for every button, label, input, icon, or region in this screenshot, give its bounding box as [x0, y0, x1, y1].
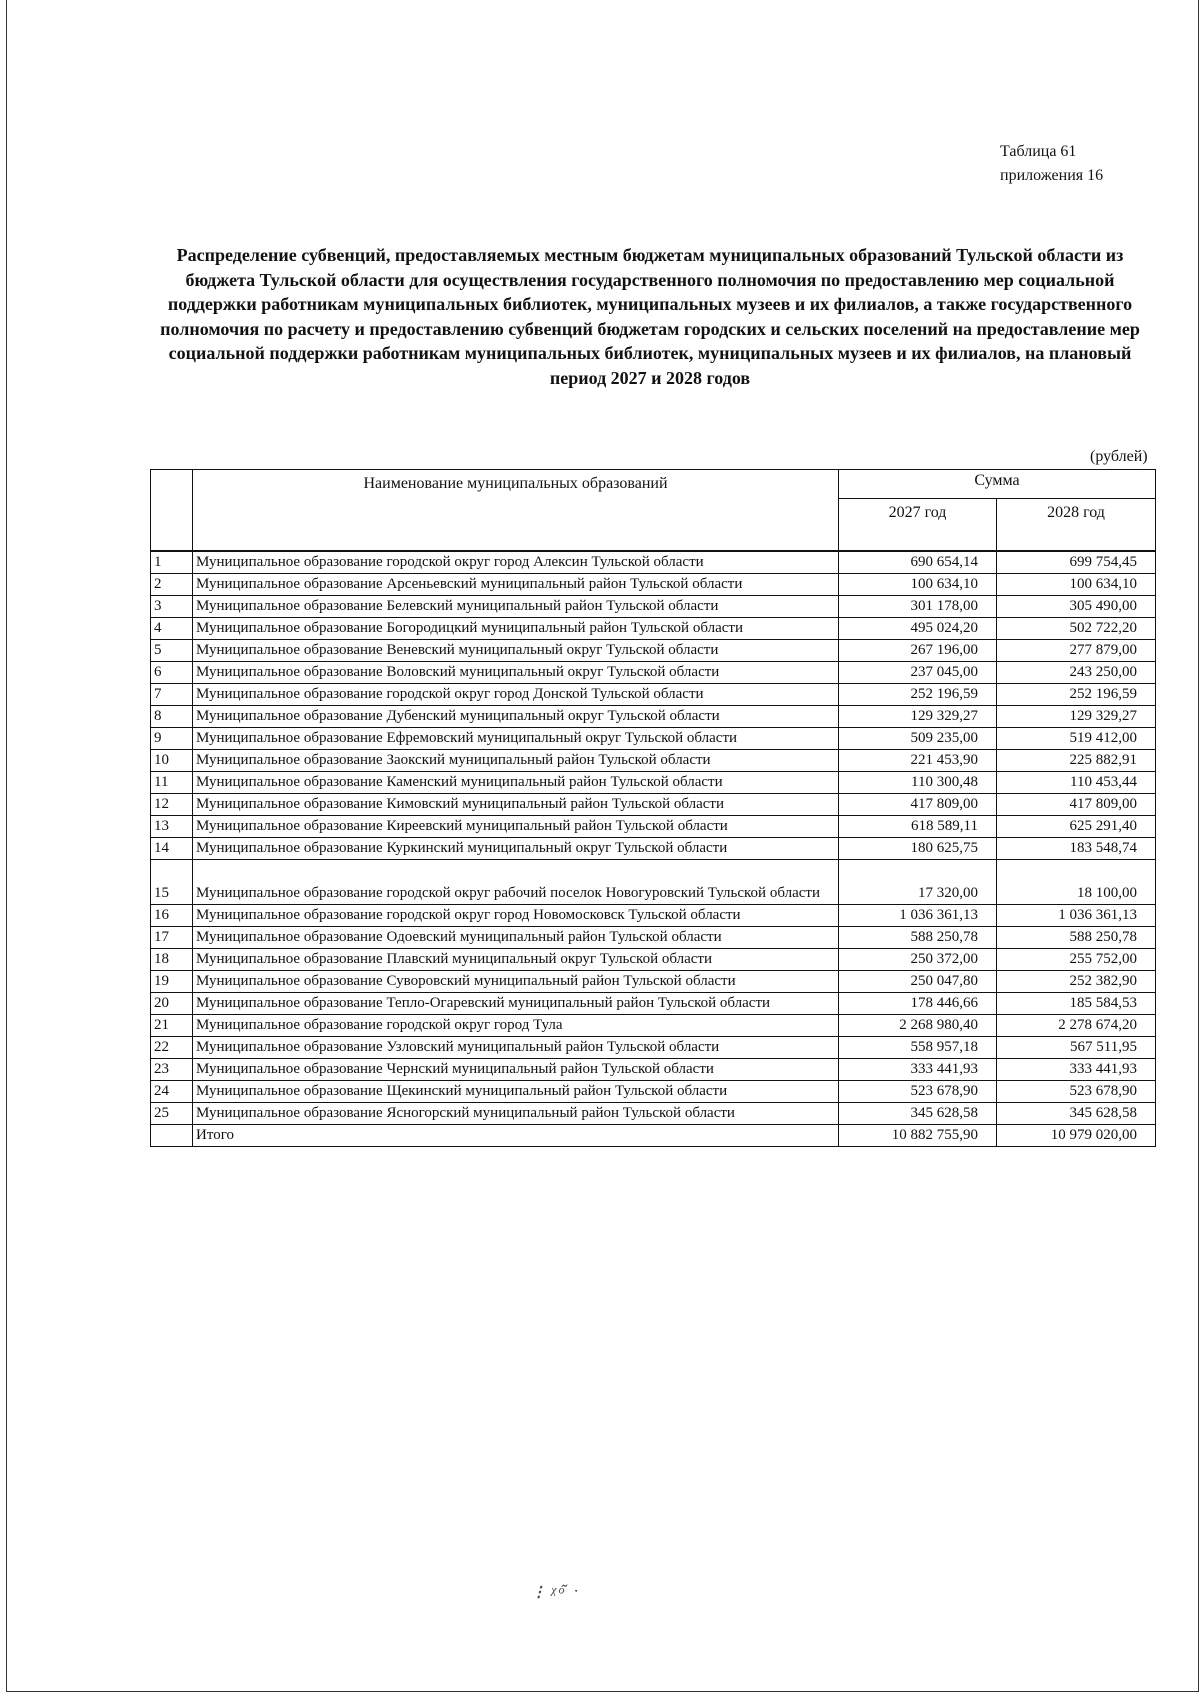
amount-2028: 2 278 674,20 — [997, 1015, 1156, 1037]
amount-2027: 558 957,18 — [839, 1037, 997, 1059]
table-row — [151, 794, 1156, 816]
row-number: 22 — [151, 1037, 193, 1059]
row-number: 12 — [151, 794, 193, 816]
header-2028: 2028 год — [997, 498, 1156, 551]
amount-2027: 221 453,90 — [839, 750, 997, 772]
row-number: 17 — [151, 927, 193, 949]
row-number: 25 — [151, 1103, 193, 1125]
table-row — [151, 838, 1156, 860]
table-row — [151, 728, 1156, 750]
total-row — [151, 1125, 1156, 1147]
appendix-label: приложения 16 — [1000, 167, 1104, 184]
amount-2028: 588 250,78 — [997, 927, 1156, 949]
total-2027: 10 882 755,90 — [839, 1125, 997, 1147]
total-2028: 10 979 020,00 — [997, 1125, 1156, 1147]
municipality-name: Муниципальное образование городской округ рабочий поселок Новогуровский Тульской области — [193, 860, 839, 905]
amount-2027: 250 047,80 — [839, 971, 997, 993]
row-number: 9 — [151, 728, 193, 750]
amount-2028: 183 548,74 — [997, 838, 1156, 860]
municipality-name: Муниципальное образование Кимовский муниципальный район Тульской области — [193, 794, 839, 816]
table-row — [151, 684, 1156, 706]
amount-2027: 17 320,00 — [839, 860, 997, 905]
table-row — [151, 949, 1156, 971]
amount-2027: 588 250,78 — [839, 927, 997, 949]
amount-2027: 252 196,59 — [839, 684, 997, 706]
municipality-name: Муниципальное образование Ефремовский муниципальный округ Тульской области — [193, 728, 839, 750]
amount-2028: 252 196,59 — [997, 684, 1156, 706]
municipality-name: Муниципальное образование Каменский муниципальный район Тульской области — [193, 772, 839, 794]
amount-2028: 185 584,53 — [997, 993, 1156, 1015]
row-number: 3 — [151, 596, 193, 618]
amount-2027: 2 268 980,40 — [839, 1015, 997, 1037]
amount-2028: 110 453,44 — [997, 772, 1156, 794]
municipality-name: Муниципальное образование Белевский муниципальный район Тульской области — [193, 596, 839, 618]
amount-2028: 252 382,90 — [997, 971, 1156, 993]
header-name: Наименование муниципальных образований — [193, 470, 839, 552]
row-number: 16 — [151, 905, 193, 927]
amount-2028: 100 634,10 — [997, 574, 1156, 596]
amount-2028: 333 441,93 — [997, 1059, 1156, 1081]
row-number: 19 — [151, 971, 193, 993]
row-number: 7 — [151, 684, 193, 706]
row-number: 6 — [151, 662, 193, 684]
table-row — [151, 772, 1156, 794]
table-row — [151, 1015, 1156, 1037]
amount-2028: 502 722,20 — [997, 618, 1156, 640]
table-row — [151, 618, 1156, 640]
amount-2027: 180 625,75 — [839, 838, 997, 860]
amount-2027: 417 809,00 — [839, 794, 997, 816]
amount-2028: 567 511,95 — [997, 1037, 1156, 1059]
amount-2028: 129 329,27 — [997, 706, 1156, 728]
municipality-name: Муниципальное образование Воловский муниципальный округ Тульской области — [193, 662, 839, 684]
table-row — [151, 750, 1156, 772]
amount-2028: 1 036 361,13 — [997, 905, 1156, 927]
table-row — [151, 1037, 1156, 1059]
table-row — [151, 596, 1156, 618]
header-number-cell — [151, 470, 193, 552]
amount-2027: 250 372,00 — [839, 949, 997, 971]
table-row — [151, 706, 1156, 728]
row-number: 4 — [151, 618, 193, 640]
header-sum: Сумма — [839, 470, 1156, 499]
row-number: 24 — [151, 1081, 193, 1103]
row-number: 13 — [151, 816, 193, 838]
amount-2027: 523 678,90 — [839, 1081, 997, 1103]
amount-2028: 243 250,00 — [997, 662, 1156, 684]
handwritten-signature: ⁝ ᵡᵒ᷉ ˑ — [535, 1582, 581, 1604]
table-row — [151, 551, 1156, 574]
municipality-name: Муниципальное образование Куркинский муниципальный округ Тульской области — [193, 838, 839, 860]
subvention-table — [150, 469, 1156, 1147]
row-number: 1 — [151, 551, 193, 574]
municipality-name: Муниципальное образование городской округ город Тула — [193, 1015, 839, 1037]
table-row — [151, 971, 1156, 993]
table-row — [151, 816, 1156, 838]
row-number: 21 — [151, 1015, 193, 1037]
municipality-name: Муниципальное образование Тепло-Огаревский муниципальный район Тульской области — [193, 993, 839, 1015]
total-label: Итого — [193, 1125, 839, 1147]
amount-2028: 277 879,00 — [997, 640, 1156, 662]
amount-2028: 225 882,91 — [997, 750, 1156, 772]
amount-2027: 618 589,11 — [839, 816, 997, 838]
municipality-name: Муниципальное образование Киреевский муниципальный район Тульской области — [193, 816, 839, 838]
amount-2028: 699 754,45 — [997, 551, 1156, 574]
municipality-name: Муниципальное образование Одоевский муниципальный район Тульской области — [193, 927, 839, 949]
amount-2028: 625 291,40 — [997, 816, 1156, 838]
amount-2027: 333 441,93 — [839, 1059, 997, 1081]
table-row — [151, 574, 1156, 596]
municipality-name: Муниципальное образование Чернский муниципальный район Тульской области — [193, 1059, 839, 1081]
document-title: Распределение субвенций, предоставляемых местным бюджетам муниципальных образований Тульской области из бюджета Тульской области для осуществления государственного полномочия по предоставлению мер социальной поддержки работникам муниципальных библиотек, муниципальных музеев и их филиалов, а также государственного полномочия по расчету и предоставлению субвенций бюджетам городских и сельских поселений на предоставление мер социальной поддержки работникам муниципальных библиотек, муниципальных музеев и их филиалов, на плановый период 2027 и 2028 годов — [160, 245, 1140, 388]
municipality-name: Муниципальное образование Арсеньевский муниципальный район Тульской области — [193, 574, 839, 596]
table-number: Таблица 61 — [1000, 143, 1077, 160]
municipality-name: Муниципальное образование Дубенский муниципальный округ Тульской области — [193, 706, 839, 728]
municipality-name: Муниципальное образование Веневский муниципальный округ Тульской области — [193, 640, 839, 662]
amount-2028: 523 678,90 — [997, 1081, 1156, 1103]
amount-2027: 237 045,00 — [839, 662, 997, 684]
table-row — [151, 993, 1156, 1015]
amount-2027: 509 235,00 — [839, 728, 997, 750]
municipality-name: Муниципальное образование Заокский муниципальный район Тульской области — [193, 750, 839, 772]
municipality-name: Муниципальное образование Узловский муниципальный район Тульской области — [193, 1037, 839, 1059]
amount-2027: 110 300,48 — [839, 772, 997, 794]
table-row — [151, 662, 1156, 684]
amount-2027: 178 446,66 — [839, 993, 997, 1015]
amount-2028: 519 412,00 — [997, 728, 1156, 750]
amount-2028: 305 490,00 — [997, 596, 1156, 618]
row-number: 2 — [151, 574, 193, 596]
amount-2027: 495 024,20 — [839, 618, 997, 640]
header-2027: 2027 год — [839, 498, 997, 551]
amount-2027: 129 329,27 — [839, 706, 997, 728]
municipality-name: Муниципальное образование Ясногорский муниципальный район Тульской области — [193, 1103, 839, 1125]
municipality-name: Муниципальное образование Щекинский муниципальный район Тульской области — [193, 1081, 839, 1103]
row-number: 23 — [151, 1059, 193, 1081]
amount-2027: 345 628,58 — [839, 1103, 997, 1125]
table-row — [151, 927, 1156, 949]
table-row — [151, 1059, 1156, 1081]
units-label: (рублей) — [1090, 448, 1148, 465]
municipality-name: Муниципальное образование Суворовский муниципальный район Тульской области — [193, 971, 839, 993]
table-row — [151, 860, 1156, 905]
amount-2027: 1 036 361,13 — [839, 905, 997, 927]
amount-2027: 690 654,14 — [839, 551, 997, 574]
row-number: 5 — [151, 640, 193, 662]
municipality-name: Муниципальное образование Богородицкий муниципальный район Тульской области — [193, 618, 839, 640]
municipality-name: Муниципальное образование городской округ город Новомосковск Тульской области — [193, 905, 839, 927]
row-number: 15 — [151, 860, 193, 905]
amount-2028: 345 628,58 — [997, 1103, 1156, 1125]
row-number: 20 — [151, 993, 193, 1015]
row-number: 8 — [151, 706, 193, 728]
header-row — [151, 470, 1156, 499]
amount-2027: 100 634,10 — [839, 574, 997, 596]
table-row — [151, 1081, 1156, 1103]
municipality-name: Муниципальное образование Плавский муниципальный округ Тульской области — [193, 949, 839, 971]
amount-2028: 18 100,00 — [997, 860, 1156, 905]
municipality-name: Муниципальное образование городской округ город Алексин Тульской области — [193, 551, 839, 574]
row-number: 11 — [151, 772, 193, 794]
amount-2027: 267 196,00 — [839, 640, 997, 662]
total-number-cell — [151, 1125, 193, 1147]
table-row — [151, 640, 1156, 662]
table-row — [151, 1103, 1156, 1125]
amount-2027: 301 178,00 — [839, 596, 997, 618]
row-number: 14 — [151, 838, 193, 860]
table-reference — [1000, 140, 1103, 188]
row-number: 10 — [151, 750, 193, 772]
table-row — [151, 905, 1156, 927]
amount-2028: 255 752,00 — [997, 949, 1156, 971]
row-number: 18 — [151, 949, 193, 971]
amount-2028: 417 809,00 — [997, 794, 1156, 816]
municipality-name: Муниципальное образование городской округ город Донской Тульской области — [193, 684, 839, 706]
